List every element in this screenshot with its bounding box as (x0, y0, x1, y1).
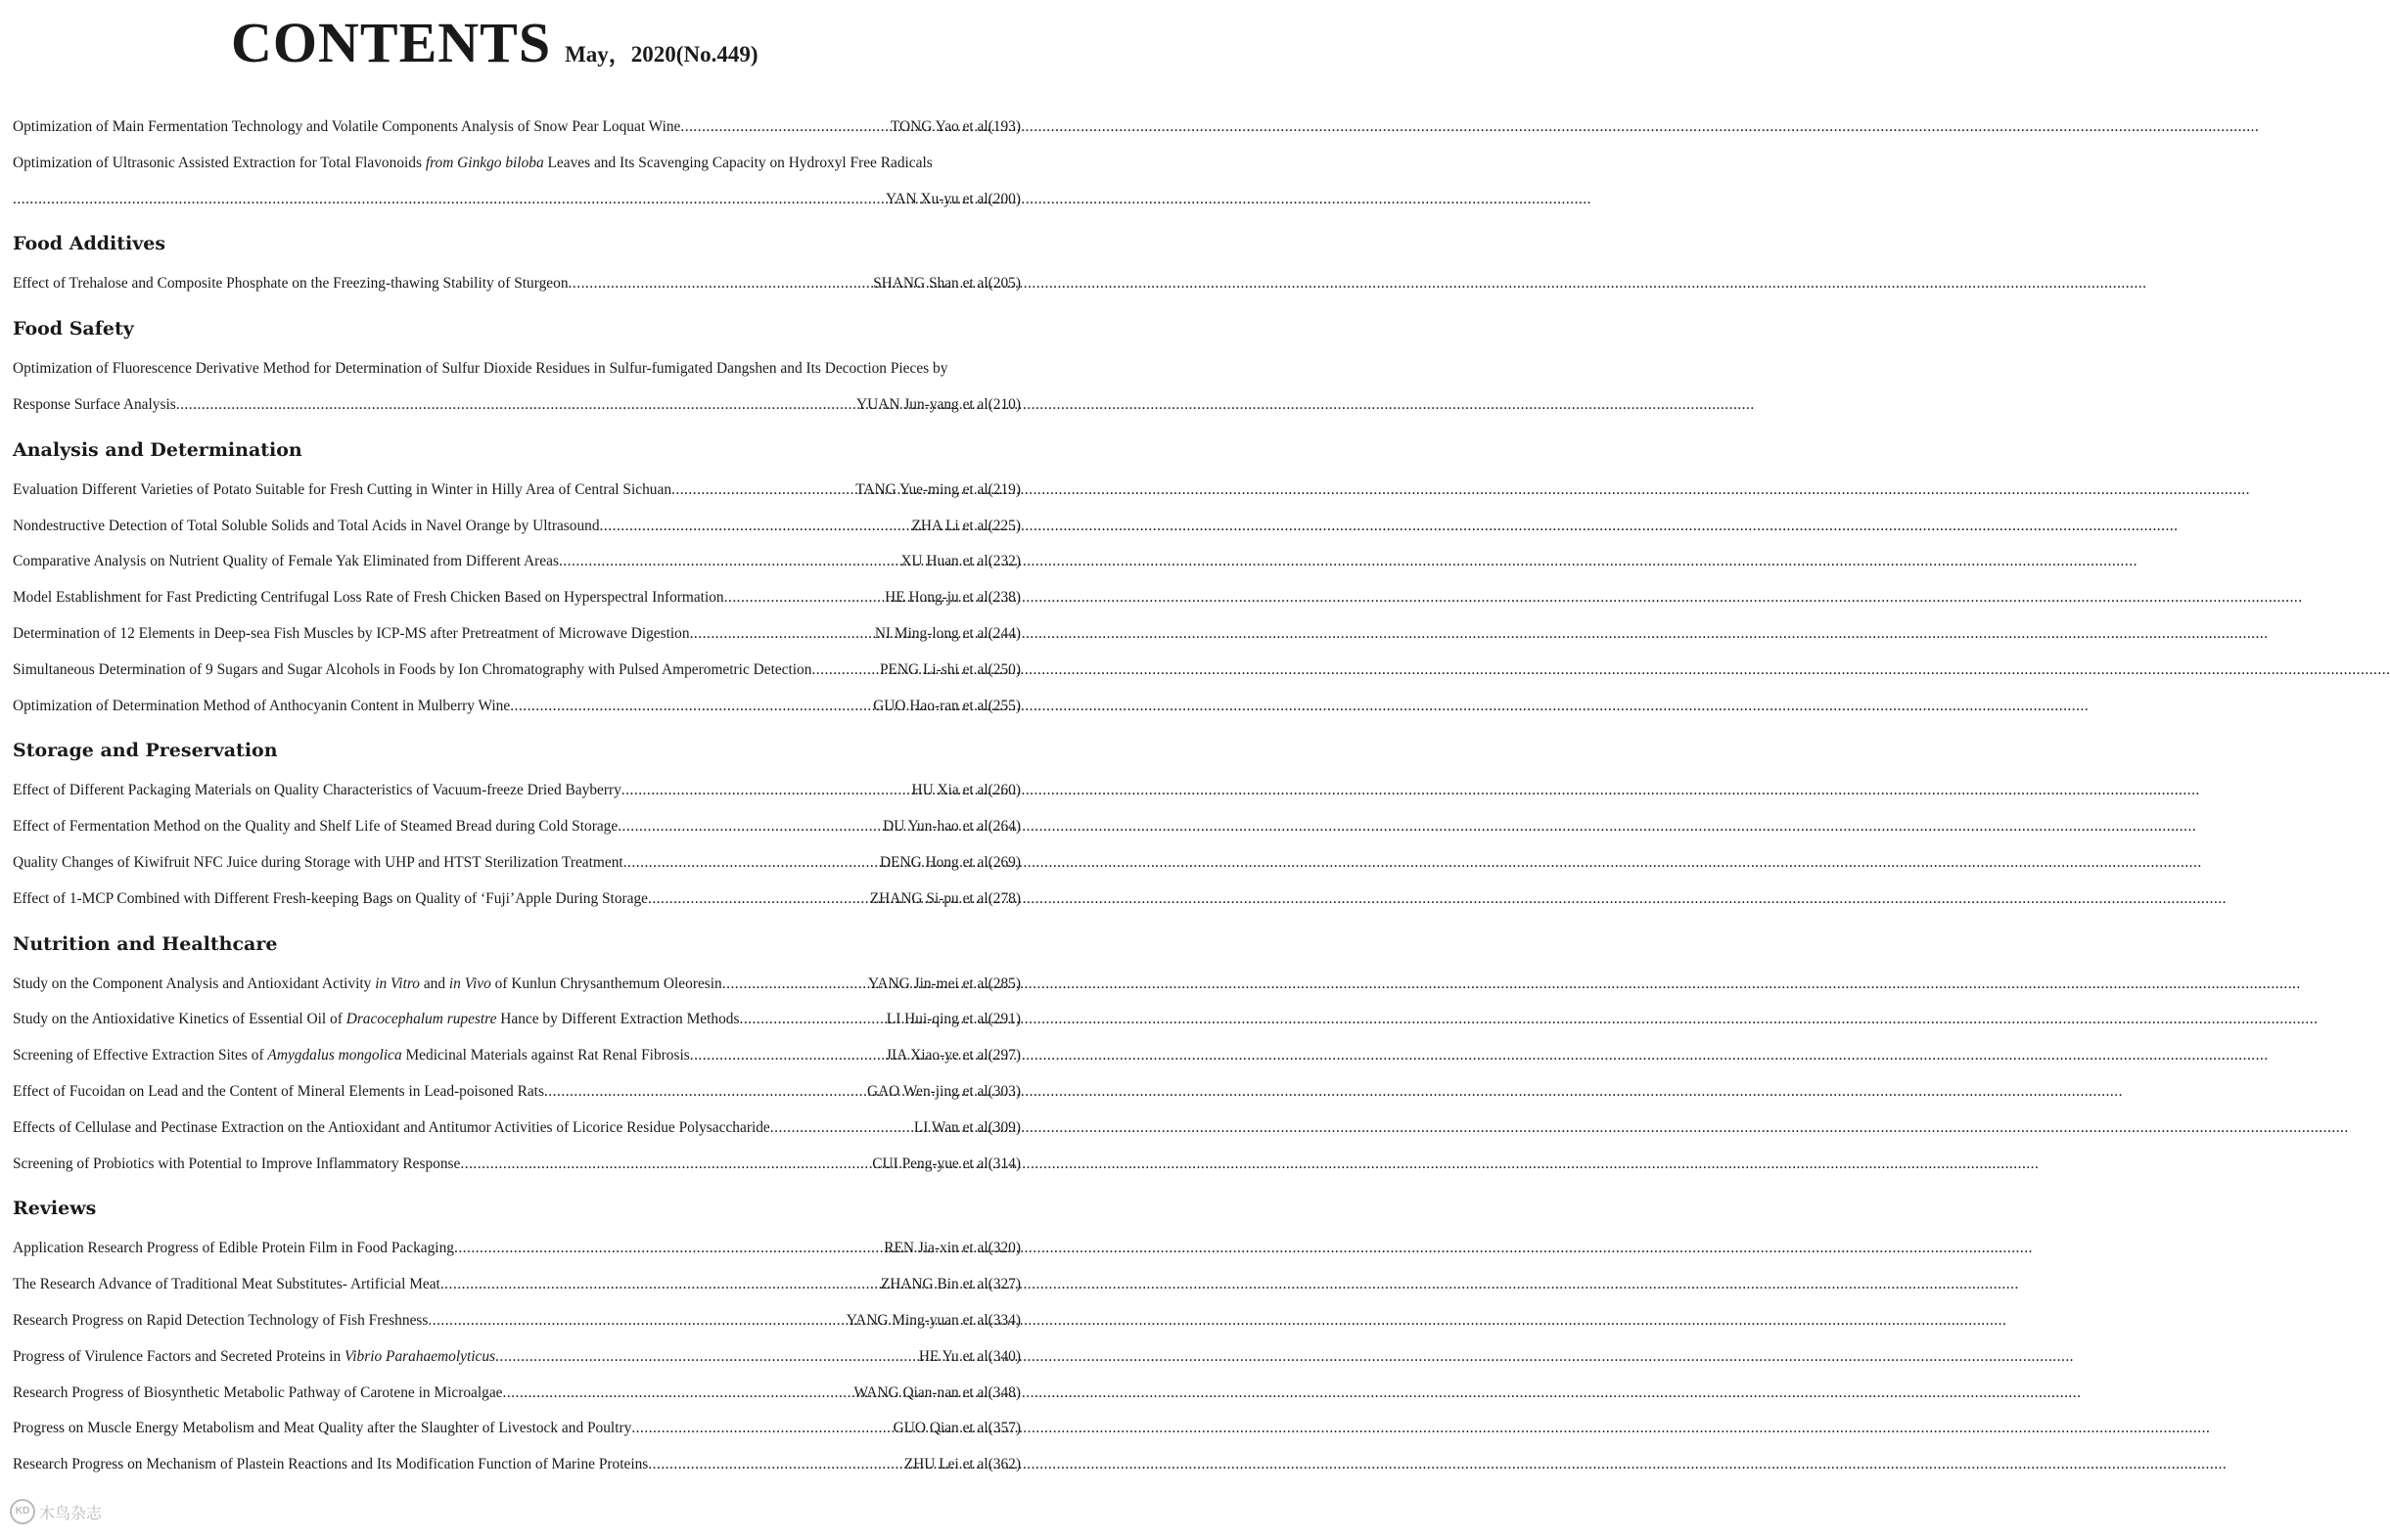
entry-author: TONG Yao et al(193) (890, 118, 1021, 135)
section-heading: Reviews (13, 1198, 97, 1220)
entry-title: Effects of Cellulase and Pectinase Extraction on the Antioxidant and Antitumor Activities of Licorice Residue Polysaccharide (13, 1118, 770, 1136)
section-heading: Analysis and Determination (13, 438, 302, 461)
entry-author: ZHA Li et al(225) (911, 517, 1021, 534)
entry-author: YANG Ming-yuan et al(334) (846, 1311, 1021, 1329)
entry-title: Nondestructive Detection of Total Soluble Solids and Total Acids in Navel Orange by Ultrasound (13, 517, 600, 534)
leader-dots (569, 266, 874, 302)
watermark-logo-icon: KD (10, 1499, 35, 1524)
leader-dots (631, 1411, 893, 1447)
toc-entry[interactable] (13, 110, 1021, 146)
entry-author: TANG Yue-ming et al(219) (855, 480, 1021, 498)
toc-entry[interactable] (13, 1411, 1021, 1447)
entry-author: PENG Li-shi et al(250) (879, 660, 1021, 678)
toc-entry[interactable] (13, 1267, 1021, 1303)
leader-dots (690, 1038, 886, 1074)
leader-dots (648, 882, 870, 918)
entry-author: YAN Xu-yu et al(200) (885, 190, 1021, 207)
leader-dots (739, 1002, 886, 1038)
entry-title: Quality Changes of Kiwifruit NFC Juice during Storage with UHP and HTST Sterilization Treatment (13, 853, 623, 871)
toc-entry-line2[interactable] (13, 182, 1021, 218)
entry-title: Research Progress on Mechanism of Plastein Reactions and Its Modification Function of Marine Proteins (13, 1456, 649, 1473)
leader-dots (544, 1074, 867, 1110)
toc-entry[interactable] (13, 689, 1021, 725)
leader-dots (502, 1376, 853, 1412)
section-list (13, 473, 1021, 725)
entry-title: Response Surface Analysis (13, 395, 176, 413)
leader-dots (770, 1110, 914, 1147)
watermark-text: 木鸟杂志 (39, 1505, 103, 1522)
leader-dots (13, 182, 886, 218)
section-heading: Nutrition and Healthcare (13, 932, 278, 955)
entry-author: NI Ming-long et al(244) (874, 624, 1021, 642)
entry-author: LI Wan et al(309) (913, 1118, 1021, 1136)
leader-dots (648, 1447, 903, 1483)
entry-title: Determination of 12 Elements in Deep-sea Fish Muscles by ICP-MS after Pretreatment of Microwave Digestion (13, 624, 690, 642)
entry-title: Effect of 1-MCP Combined with Different Fresh-keeping Bags on Quality of ‘Fuji’Apple During Storage (13, 889, 649, 907)
leader-dots (722, 967, 868, 1003)
toc-entry[interactable] (13, 1339, 1021, 1376)
leader-dots (454, 1231, 884, 1267)
leader-dots (724, 580, 885, 616)
entry-title: Research Progress of Biosynthetic Metabolic Pathway of Carotene in Microalgae (13, 1383, 503, 1401)
toc-entry[interactable] (13, 773, 1021, 809)
section-heading: Storage and Preservation (13, 740, 278, 762)
leader-dots (428, 1303, 846, 1339)
toc-entry[interactable] (13, 967, 1021, 1003)
toc-entry[interactable] (13, 266, 1021, 302)
entry-title: Evaluation Different Varieties of Potato Suitable for Fresh Cutting in Winter in Hilly Area of Central Sichuan (13, 480, 672, 498)
leader-dots (671, 473, 855, 509)
toc-entry[interactable] (13, 1231, 1021, 1267)
entry-author: DENG Hong et al(269) (879, 853, 1021, 871)
entry-author: ZHANG Bin et al(327) (880, 1276, 1021, 1293)
entry-author: HE Yu et al(340) (918, 1347, 1021, 1365)
entry-title: Model Establishment for Fast Predicting Centrifugal Loss Rate of Fresh Chicken Based on Hyperspectral Information (13, 589, 724, 607)
toc-entry[interactable] (13, 544, 1021, 580)
leader-dots (559, 544, 900, 580)
toc-entry[interactable] (13, 809, 1021, 845)
toc-entry[interactable] (13, 882, 1021, 918)
entry-title: Simultaneous Determination of 9 Sugars and Sugar Alcohols in Foods by Ion Chromatography with Pulsed Amperometric Detection (13, 660, 812, 678)
entry-author: CUI Peng-yue et al(314) (872, 1155, 1021, 1172)
leader-dots (600, 509, 912, 545)
entry-author: LI Hui-qing et al(291) (886, 1011, 1021, 1028)
toc-entry[interactable] (13, 509, 1021, 545)
entry-title: Application Research Progress of Edible Protein Film in Food Packaging (13, 1240, 454, 1257)
section-heading: Food Safety (13, 318, 134, 340)
leader-dots (495, 1339, 919, 1376)
toc-entry-line2[interactable] (13, 387, 1021, 424)
watermark (10, 1499, 102, 1524)
section-list (13, 773, 1021, 917)
entry-author: GUO Hao-ran et al(255) (873, 697, 1021, 714)
entry-author: GUO Qian et al(357) (893, 1420, 1021, 1437)
section-list (13, 967, 1021, 1183)
toc-entry[interactable] (13, 845, 1021, 882)
entry-title: Comparative Analysis on Nutrient Quality of Female Yak Eliminated from Different Areas (13, 553, 559, 570)
entry-author: YANG Jin-mei et al(285) (867, 974, 1021, 992)
entry-title: Screening of Probiotics with Potential to Improve Inflammatory Response (13, 1155, 461, 1172)
leader-dots (621, 773, 912, 809)
contents-title: CONTENTS (231, 11, 552, 74)
entry-author: REN Jia-xin et al(320) (884, 1240, 1021, 1257)
toc-entry-line1[interactable] (13, 351, 1021, 387)
entry-title: Optimization of Determination Method of Anthocyanin Content in Mulberry Wine (13, 697, 511, 714)
entry-title: Screening of Effective Extraction Sites of Amygdalus mongolica Medicinal Materials against Rat Renal Fibrosis (13, 1047, 690, 1064)
entry-author: SHANG Shan et al(205) (873, 275, 1021, 293)
masthead (231, 10, 758, 75)
entry-title: Optimization of Ultrasonic Assisted Extraction for Total Flavonoids from Ginkgo biloba Leaves and Its Scavenging Capacity on Hydroxyl Free Radicals (13, 154, 933, 171)
toc-entry[interactable] (13, 1038, 1021, 1074)
entry-author: YUAN Jun-yang et al(210) (856, 395, 1021, 413)
entry-title: Optimization of Fluorescence Derivative Method for Determination of Sulfur Dioxide Residues in Sulfur-fumigated Dangshen and Its Decoction Pieces by (13, 360, 948, 378)
toc-entry[interactable] (13, 1376, 1021, 1412)
entry-title: Optimization of Main Fermentation Technology and Volatile Components Analysis of Snow Pear Loquat Wine (13, 118, 681, 135)
entry-title: Study on the Antioxidative Kinetics of Essential Oil of Dracocephalum rupestre Hance by Different Extraction Methods (13, 1011, 740, 1028)
entry-author: GAO Wen-jing et al(303) (866, 1082, 1021, 1100)
toc-entry[interactable] (13, 1074, 1021, 1110)
toc-entry[interactable] (13, 1303, 1021, 1339)
leader-dots (440, 1267, 881, 1303)
entry-title: Progress of Virulence Factors and Secreted Proteins in Vibrio Parahaemolyticus (13, 1347, 496, 1365)
entry-author: DU Yun-hao et al(264) (883, 818, 1021, 836)
toc-entry[interactable] (13, 473, 1021, 509)
toc-entry[interactable] (13, 1002, 1021, 1038)
toc-entry[interactable] (13, 580, 1021, 616)
entry-author: HU Xia et al(260) (911, 782, 1021, 799)
entry-title: Progress on Muscle Energy Metabolism and Meat Quality after the Slaughter of Livestock and Poultry (13, 1420, 632, 1437)
entry-title: Study on the Component Analysis and Antioxidant Activity in Vitro and in Vivo of Kunlun Chrysanthemum Oleoresin (13, 974, 722, 992)
leader-dots (690, 616, 875, 653)
entry-title: Effect of Fermentation Method on the Quality and Shelf Life of Steamed Bread during Cold Storage (13, 818, 619, 836)
issue-label: May，2020(No.449) (565, 42, 758, 67)
entry-title: Effect of Trehalose and Composite Phosphate on the Freezing-thawing Stability of Sturgeon (13, 275, 569, 293)
entry-author: ZHU Lei et al(362) (903, 1456, 1021, 1473)
entry-author: HE Hong-ju et al(238) (885, 589, 1021, 607)
table-of-contents (13, 110, 1021, 1483)
section-heading: Food Additives (13, 233, 166, 255)
leader-dots (176, 387, 856, 424)
toc-entry[interactable] (13, 1147, 1021, 1183)
leader-dots (460, 1147, 872, 1183)
entry-title: Effect of Fucoidan on Lead and the Content of Mineral Elements in Lead-poisoned Rats (13, 1082, 544, 1100)
entry-author: ZHANG Si-pu et al(278) (869, 889, 1021, 907)
section-list (13, 1231, 1021, 1483)
entry-title: The Research Advance of Traditional Meat Substitutes- Artificial Meat (13, 1276, 440, 1293)
leader-dots (680, 110, 891, 146)
toc-entry[interactable] (13, 653, 1021, 689)
leader-dots (510, 689, 873, 725)
toc-entry-line1[interactable] (13, 146, 1021, 182)
toc-entry[interactable] (13, 1110, 1021, 1147)
leader-dots (618, 809, 883, 845)
entry-title: Effect of Different Packaging Materials on Quality Characteristics of Vacuum-freeze Dried Bayberry (13, 782, 621, 799)
entry-author: JIA Xiao-ye et al(297) (885, 1047, 1021, 1064)
entry-author: WANG Qian-nan et al(348) (853, 1383, 1021, 1401)
toc-entry[interactable] (13, 1447, 1021, 1483)
entry-title: Research Progress on Rapid Detection Technology of Fish Freshness (13, 1311, 429, 1329)
entry-author: XU Huan et al(232) (900, 553, 1021, 570)
toc-entry[interactable] (13, 616, 1021, 653)
leader-dots (811, 653, 880, 689)
leader-dots (623, 845, 880, 882)
